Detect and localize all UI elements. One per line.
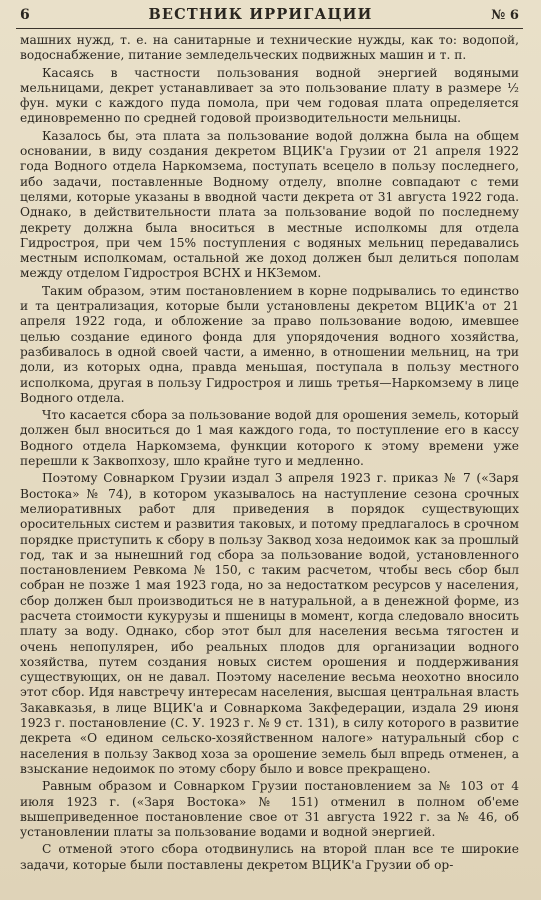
issue-number: № 6 xyxy=(491,8,519,23)
paragraph: Поэтому Совнарком Грузии издал 3 апреля 1923 г. приказ № 7 («Заря Востока» № 74), в котором указывалось на наступление сезона срочных мелиоративных работ для приведения в порядок существующих оросительных систем и развития таковых, и потому предлагалось в срочном порядке приступить к сбору в пользу Заквод хоза недоимок как за прошлый год, так и за нынешний год сбора за пользование водой, установленного постановлением Ревкома № 150, с таким расчетом, чтобы весь сбор был собран не позже 1 мая 1923 года, но за недостатком ресурсов у населения, сбор должен был производиться не в натуральной, а в денежной форме, из расчета стоимости кукурузы и пшеницы в момент, когда следовало вносить плату за воду. Однако, сбор этот был для населения весьма тягостен и очень непопулярен, ибо реальных плодов для организации водного хозяйства, путем создания новых систем орошения и поддерживания существующих, он не давал. Поэтому население весьма неохотно вносило этот сбор. Идя навстречу интересам населения, высшая центральная власть Закавказья, в лице ВЦИК'а и Совнаркома Закфедерации, издала 29 июня 1923 г. постановление (С. У. 1923 г. № 9 ст. 131), в силу которого в развитие декрета «О едином сельско-хозяйственном налоге» натуральный сбор с населения в пользу Заквод хоза за орошение земель был впредь отменен, а взыскание недоимок по этому сбору было и вовсе прекращено. xyxy=(20,471,519,776)
paragraph: Таким образом, этим постановлением в корне подрывались то единство и та централизация, которые были установлены декретом ВЦИК'а от 21 апреля 1922 года, и обложение за право пользование водою, имевшее целью создание единого фонда для упорядочения водного хозяйства, разбивалось в одной своей части, а именно, в отношении мельниц, на три доли, из которых одна, правда меньшая, поступала в пользу местного исполкома, другая в пользу Гидростроя и лишь третья—Наркомзему в лице Водного отдела. xyxy=(20,283,519,405)
paragraph: Равным образом и Совнарком Грузии постановлением за № 103 от 4 июля 1923 г. («Заря Востока» № 151) отменил в полном об'еме вышеприведенное постановление свое от 31 августа 1922 г. за № 46, об установлении платы за пользование водами и водной энергией. xyxy=(20,779,519,840)
page-number: 6 xyxy=(20,7,30,23)
paragraph: Что касается сбора за пользование водой для орошения земель, который должен был вноситься до 1 мая каждого года, то поступление его в кассу Водного отдела Наркомзема, функции которого к этому времени уже перешли к Заквопхозу, шло крайне туго и медленно. xyxy=(20,408,519,469)
paragraph: С отменой этого сбора отодвинулись на второй план все те широкие задачи, которые были поставлены декретом ВЦИК'а Грузии об ор- xyxy=(20,842,519,872)
page-header xyxy=(16,6,523,29)
paragraph: машних нужд, т. е. на санитарные и технические нужды, как то: водопой, водоснабжение, питание земледельческих подвижных машин и т. п. xyxy=(20,33,519,63)
journal-title: ВЕСТНИК ИРРИГАЦИИ xyxy=(148,6,373,23)
paragraph: Касаясь в частности пользования водной энергией водяными мельницами, декрет устанавливает за это пользование плату в размере ½ фун. муки с каждого пуда помола, при чем годовая плата определяется единовременно по средней годовой производительности мельницы. xyxy=(20,65,519,126)
paragraph: Казалось бы, эта плата за пользование водой должна была на общем основании, в виду создания декретом ВЦИК'а Грузии от 21 апреля 1922 года Водного отдела Наркомзема, поступать всецело в пользу последнего, ибо задачи, поставленные Водному отделу, вполне совпадают с теми целями, которые указаны в вводной части декрета от 31 августа 1922 года. Однако, в действительности плата за пользование водой по последнему декрету должна была вноситься в местные исполкомы для отдела Гидростроя, при чем 15% поступления с водяных мельниц передавались местным исполкомам, остальной же доход должен был делиться пополам между отделом Гидростроя ВСНХ и НКЗемом. xyxy=(20,128,519,281)
article-body xyxy=(20,33,519,873)
